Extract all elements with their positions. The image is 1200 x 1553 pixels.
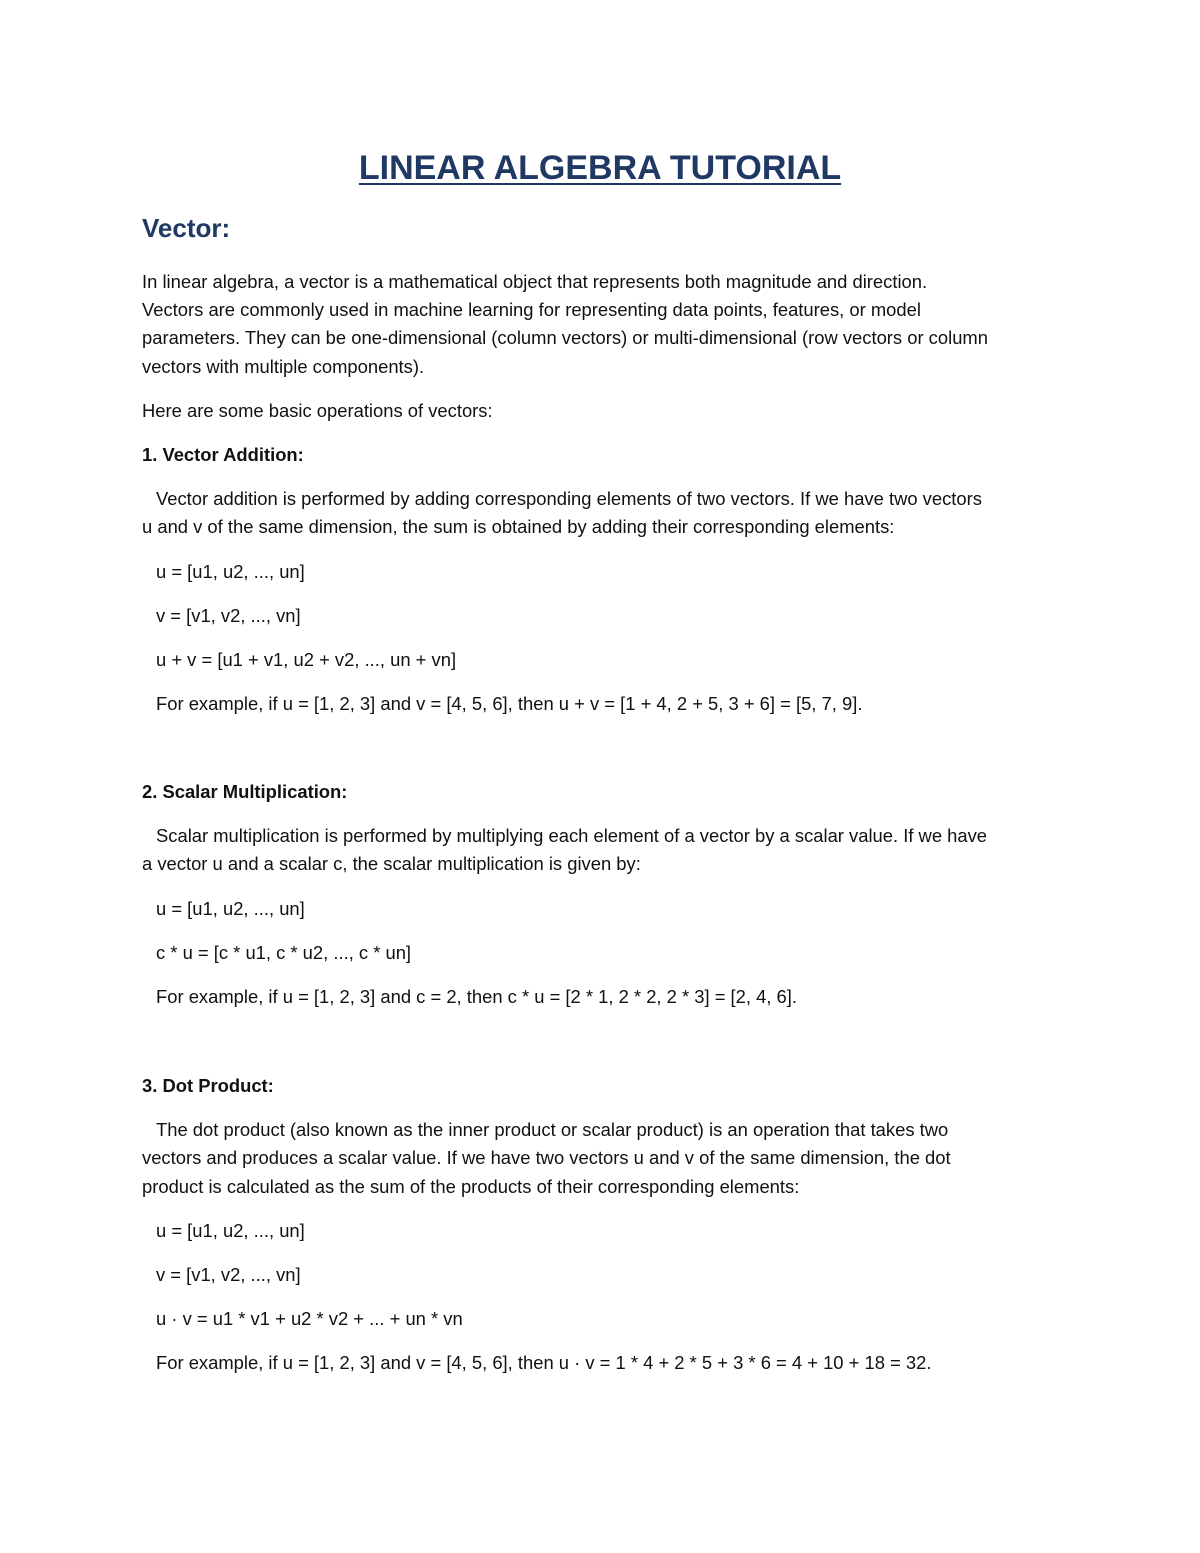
section-description-line: Vector addition is performed by adding corresponding elements of two vectors. If we have two vectors — [156, 488, 982, 509]
example-line: For example, if u = [1, 2, 3] and v = [4, 5, 6], then u · v = 1 * 4 + 2 * 5 + 3 * 6 = 4 + 10 + 18 = 32. — [156, 1352, 932, 1373]
formula-line: u · v = u1 * v1 + u2 * v2 + ... + un * vn — [156, 1308, 463, 1329]
formula-line: v = [v1, v2, ..., vn] — [156, 605, 301, 626]
section-description-line: u and v of the same dimension, the sum is obtained by adding their corresponding elements: — [142, 516, 895, 537]
intro-line: parameters. They can be one-dimensional (column vectors) or multi-dimensional (row vectors or column — [142, 327, 988, 348]
section-heading-vector-addition: 1. Vector Addition: — [142, 444, 304, 465]
section-heading-dot-product: 3. Dot Product: — [142, 1075, 274, 1096]
section-description-line: a vector u and a scalar c, the scalar multiplication is given by: — [142, 853, 641, 874]
formula-line: u + v = [u1 + v1, u2 + v2, ..., un + vn] — [156, 649, 457, 670]
intro-line: In linear algebra, a vector is a mathematical object that represents both magnitude and direction. — [142, 271, 928, 292]
operations-intro: Here are some basic operations of vectors: — [142, 400, 493, 421]
example-line: For example, if u = [1, 2, 3] and c = 2, then c * u = [2 * 1, 2 * 2, 2 * 3] = [2, 4, 6]. — [156, 986, 797, 1007]
section-heading-vector: Vector: — [142, 213, 231, 243]
formula-line: c * u = [c * u1, c * u2, ..., c * un] — [156, 942, 412, 963]
page-title: LINEAR ALGEBRA TUTORIAL — [358, 149, 842, 187]
formula-line: v = [v1, v2, ..., vn] — [156, 1264, 301, 1285]
section-description-line: Scalar multiplication is performed by multiplying each element of a vector by a scalar value. If we have — [156, 825, 988, 846]
intro-line: Vectors are commonly used in machine learning for representing data points, features, or model — [142, 299, 921, 320]
formula-line: u = [u1, u2, ..., un] — [156, 1220, 305, 1241]
formula-line: u = [u1, u2, ..., un] — [156, 898, 305, 919]
formula-line: u = [u1, u2, ..., un] — [156, 561, 305, 582]
section-description-line: vectors and produces a scalar value. If we have two vectors u and v of the same dimension, the dot — [142, 1147, 951, 1168]
section-heading-scalar-multiplication: 2. Scalar Multiplication: — [142, 781, 348, 802]
example-line: For example, if u = [1, 2, 3] and v = [4, 5, 6], then u + v = [1 + 4, 2 + 5, 3 + 6] = [5, 7, 9]. — [156, 693, 863, 714]
intro-line: vectors with multiple components). — [142, 356, 425, 377]
section-description-line: product is calculated as the sum of the products of their corresponding elements: — [142, 1176, 800, 1197]
section-description-line: The dot product (also known as the inner product or scalar product) is an operation that takes two — [156, 1119, 949, 1140]
